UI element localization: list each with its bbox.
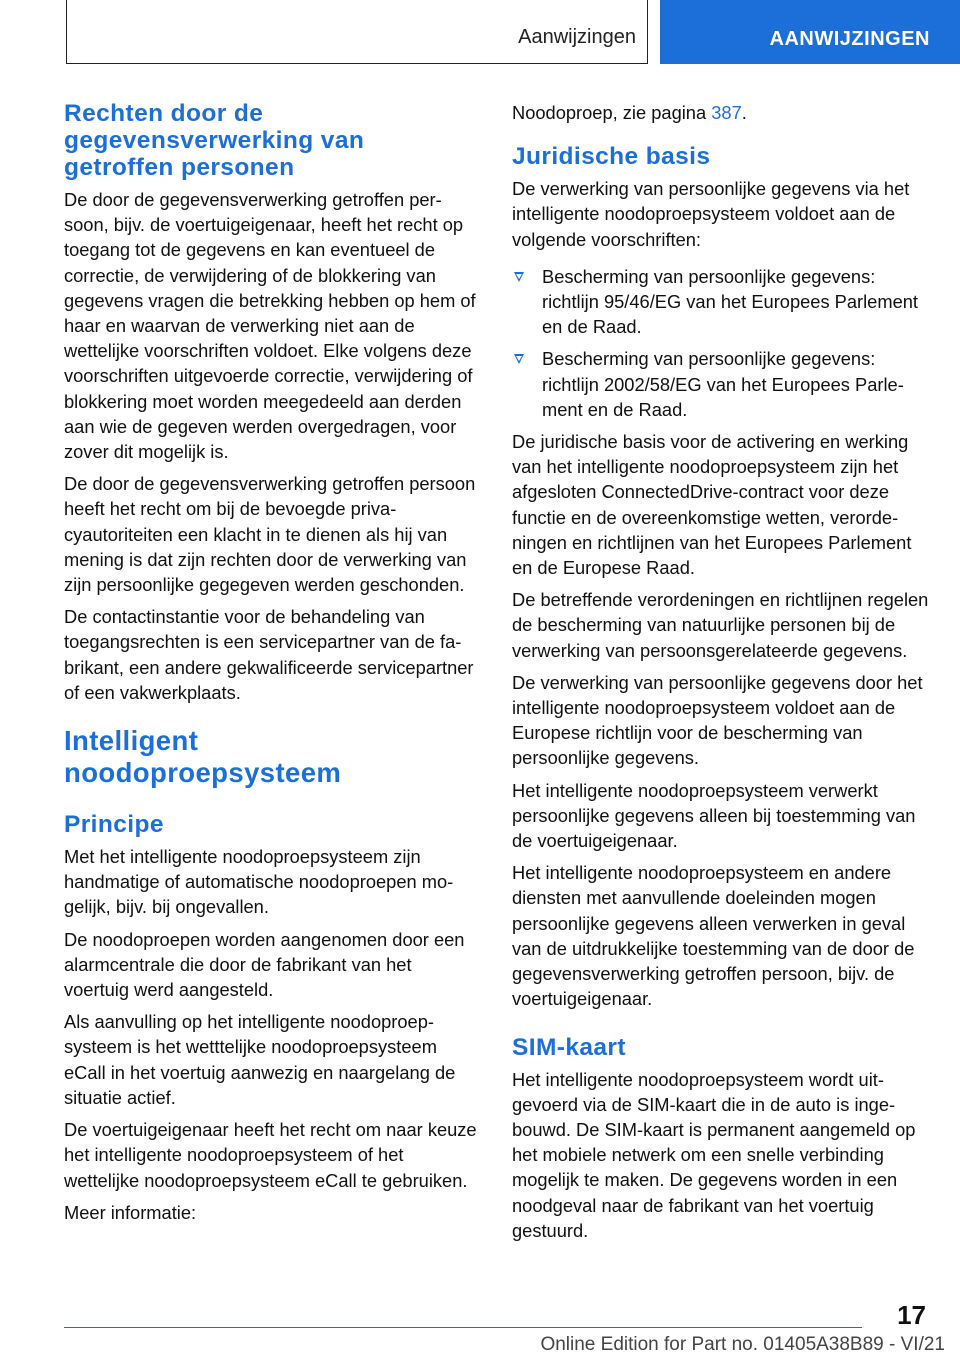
page-link[interactable]: 387: [711, 102, 742, 123]
paragraph: Met het intelligente noodoproepsysteem zijn handmatige of automatische noodoproepen mogelijk, bijv. bij ongevallen.: [64, 846, 454, 918]
heading-rights: Rechten door de gegevensverwerking van getroffen personen: [64, 100, 365, 181]
triangle-bullet-icon: [514, 354, 524, 364]
right-column: [512, 100, 932, 1250]
paragraph: De door de gegevensverwerking getroffen persoon, bijv. de voertuigeigenaar, heeft het recht op toegang tot de gegevens en kan eventueel de correctie, de verwijdering of de blokkering van gegevens vragen die betrekking hebben op hem of haar en waarvan de verwerking niet aan de wettelijke voorschriften voldoet. Elke volgens deze voorschriften uitgevoerde correctie, verwijdering of blokkering moet worden meegedeeld aan derden aan wie de gegeven werden overgedragen, voor zover dit mogelijk is.: [64, 189, 476, 463]
paragraph: De betreffende verordeningen en richtlijnen regelen de bescherming van natuurlijke personen bij de verwerking van persoonsgerelateerde gegevens.: [512, 589, 929, 661]
paragraph: De verwerking van persoonlijke gegevens via het intelligente noodoproepsysteem voldoet aan de volgende voorschriften:: [512, 178, 910, 250]
bullet-list: [512, 264, 932, 422]
list-item: Bescherming van persoonlijke gegevens: richtlijn 95/46/EG van het Europees Parlement en de Raad.: [512, 264, 932, 340]
paragraph: Als aanvulling op het intelligente noodoproepsysteem is het wetttelijke noodoproepsysteem eCall in het voertuig aanwezig en naargelang de situatie actief.: [64, 1011, 456, 1108]
footer-edition: Online Edition for Part no. 01405A38B89 - VI/21: [540, 1334, 945, 1355]
chapter-label: AANWIJZINGEN: [769, 28, 930, 50]
paragraph: De juridische basis voor de activering en werking van het intelligente noodoproepsysteem zijn het afgesloten ConnectedDrive-contract voor deze functie en de overeenkomstige wetten, verordeningen en richtlijnen van het Europees Parlement en de Europese Raad.: [512, 431, 912, 579]
footer-divider: [64, 1327, 862, 1328]
reference-text: Noodoproep, zie pagina: [512, 102, 707, 123]
page-reference: [512, 100, 932, 125]
heading-principe: Principe: [64, 811, 164, 839]
header-chapter-tab: [660, 0, 960, 64]
heading-sim-card: SIM-kaart: [512, 1033, 626, 1061]
paragraph: Meer informatie:: [64, 1201, 197, 1223]
paragraph: De door de gegevensverwerking getroffen persoon heeft het recht om bij de bevoegde privacyautoriteiten een klacht in te dienen als hij van mening is dat zijn rechten door de verwerking van zijn persoonlijke gegegeven werden geschonden.: [64, 473, 476, 596]
paragraph: Het intelligente noodoproepsysteem verwerkt persoonlijke gegevens alleen bij toestemming van de voertuigeigenaar.: [512, 779, 916, 852]
list-item: Bescherming van persoonlijke gegevens: richtlijn 2002/58/EG van het Europees Parlement en de Raad.: [512, 346, 932, 422]
page-number: 17: [897, 1300, 926, 1330]
paragraph: De contactinstantie voor de behandeling van toegangsrechten is een servicepartner van de fabrikant, een andere gekwalificeerde servicepartner of een vakwerkplaats.: [64, 606, 474, 703]
paragraph: Het intelligente noodoproepsysteem en andere diensten met aanvullende doeleinden mogen persoonlijke gegevens alleen verwerken in geval van de uitdrukkelijke toestemming van de door de gegevensverwerking getroffen persoon, bijv. de voertuigeigenaar.: [512, 862, 915, 1010]
left-column: [64, 100, 480, 1232]
paragraph: De voertuigeigenaar heeft het recht om naar keuze het intelligente noodoproepsysteem of het wettelijke noodoproepsysteem eCall te gebruiken.: [64, 1119, 477, 1191]
heading-emergency-system: Intelligent noodoproepsysteem: [64, 725, 342, 789]
header-section-title: Aanwijzingen: [518, 26, 636, 48]
paragraph: Het intelligente noodoproepsysteem wordt uitgevoerd via de SIM-kaart die in de auto is ingebouwd. De SIM-kaart is permanent aangemeld op het mobiele netwerk om een snelle verbinding mogelijk te maken. De gegevens worden in een noodgeval naar de fabrikant van het voertuig gestuurd.: [512, 1068, 916, 1241]
heading-legal-basis: Juridische basis: [512, 143, 711, 171]
paragraph: De verwerking van persoonlijke gegevens door het intelligente noodoproepsysteem voldoet aan de Europese richtlijn voor de bescherming van persoonlijke gegevens.: [512, 671, 923, 769]
paragraph: De noodoproepen worden aangenomen door een alarmcentrale die door de fabrikant van het voertuig werd aangesteld.: [64, 928, 465, 1001]
triangle-bullet-icon: [514, 272, 524, 282]
reference-end: .: [741, 102, 747, 123]
